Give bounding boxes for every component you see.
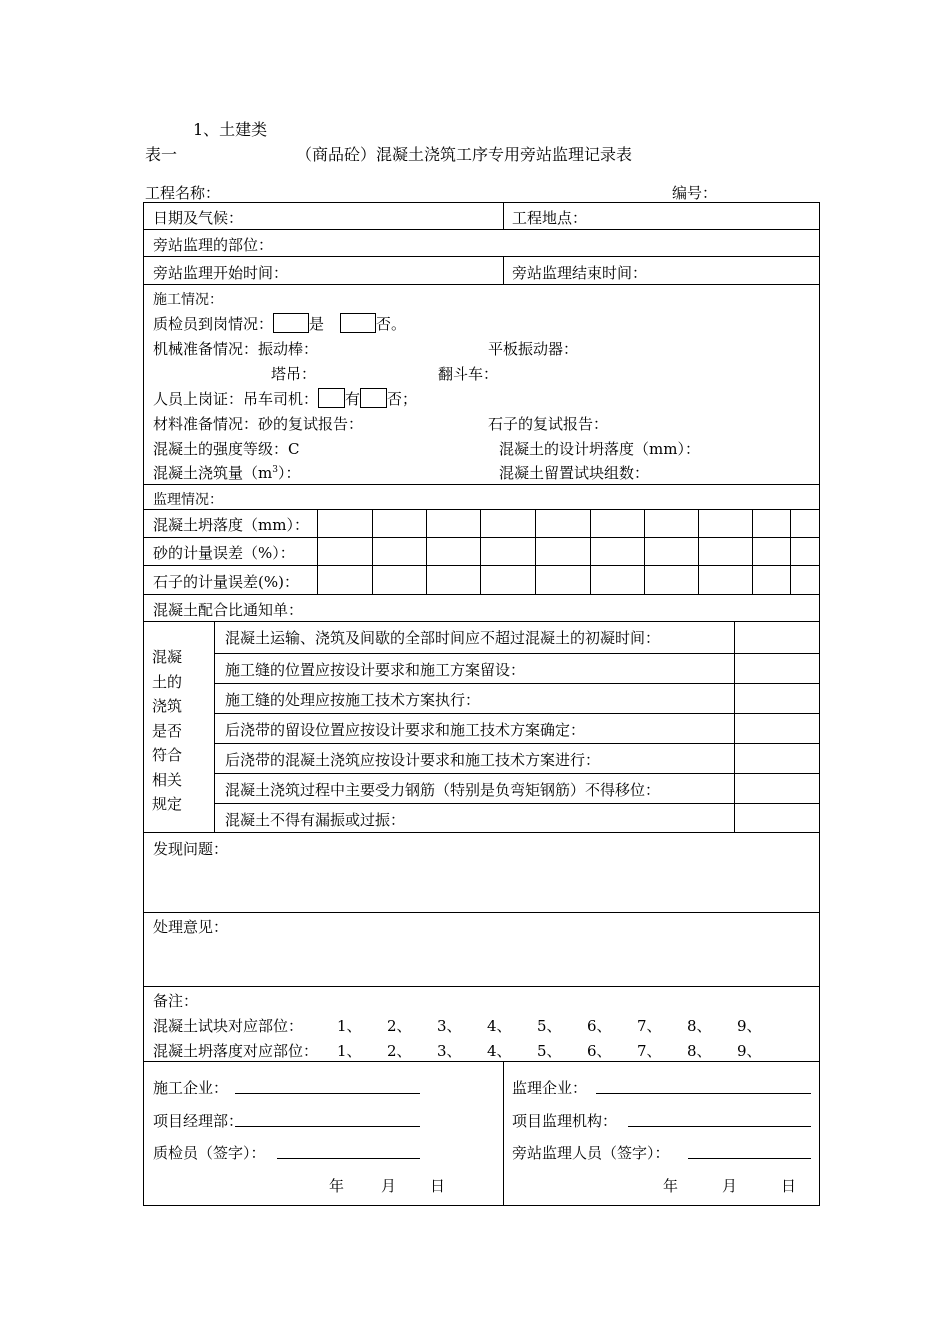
not-label: 否； [387, 390, 418, 408]
day-label: 日 [781, 1177, 797, 1195]
design-slump-label: 混凝土的设计坍落度（mm）： [499, 440, 700, 458]
compliance-label: 混凝 土的 浇筑 是否 符合 相关 规定 [152, 648, 183, 813]
qc-label: 质检员（签字）： [153, 1144, 266, 1162]
year-label: 年 [663, 1177, 679, 1195]
pm-dept-label: 项目经理部： [153, 1112, 244, 1130]
specimen-num: 6、 [587, 1017, 612, 1035]
slump-num: 3、 [437, 1042, 462, 1060]
material-label: 材料准备情况：砂的复试报告： [153, 415, 364, 433]
qc-signature-line[interactable] [277, 1158, 420, 1159]
month-label: 月 [381, 1177, 397, 1195]
no-label: 否。 [376, 315, 407, 333]
project-name-label: 工程名称： [145, 184, 221, 202]
personnel-label: 人员上岗证：吊车司机： [153, 390, 319, 408]
section-heading: 1、土建类 [193, 120, 268, 139]
yes-label: 是 [309, 315, 325, 333]
inspector-row [153, 313, 406, 334]
no-checkbox[interactable] [340, 313, 376, 333]
supervision-heading: 监理情况： [153, 492, 223, 508]
stone-report-label: 石子的复试报告： [488, 415, 609, 433]
compliance-item: 施工缝的处理应按施工技术方案执行： [225, 691, 481, 709]
sup-person-label: 旁站监理人员（签字）： [512, 1144, 670, 1162]
day-label: 日 [430, 1177, 446, 1195]
specimen-num: 2、 [387, 1017, 412, 1035]
contractor-line[interactable] [235, 1093, 420, 1094]
slump-parts-label: 混凝土坍落度对应部位： [153, 1042, 319, 1060]
inspector-label: 质检员到岗情况： [153, 315, 274, 333]
specimen-num: 8、 [687, 1017, 712, 1035]
slump-num: 4、 [487, 1042, 512, 1060]
number-label: 编号： [672, 184, 718, 202]
page-title: （商品砼）混凝土浇筑工序专用旁站监理记录表 [296, 145, 633, 164]
strength-label: 混凝土的强度等级：C [153, 440, 300, 458]
yes-checkbox[interactable] [273, 313, 309, 333]
specimen-num: 5、 [537, 1017, 562, 1035]
slump-num: 1、 [337, 1042, 362, 1060]
specimen-parts-label: 混凝土试块对应部位： [153, 1017, 304, 1035]
specimen-groups-label: 混凝土留置试块组数： [499, 464, 650, 482]
slump-num: 9、 [737, 1042, 762, 1060]
specimen-num: 9、 [737, 1017, 762, 1035]
sup-org-label: 项目监理机构： [512, 1112, 618, 1130]
slump-num: 2、 [387, 1042, 412, 1060]
year-label: 年 [329, 1177, 345, 1195]
slump-num: 5、 [537, 1042, 562, 1060]
slump-num: 7、 [637, 1042, 662, 1060]
supervision-part-label: 旁站监理的部位： [153, 236, 274, 254]
compliance-item: 后浇带的留设位置应按设计要求和施工技术方案确定： [225, 721, 586, 739]
tower-crane-label: 塔吊： [271, 365, 317, 383]
have-checkbox[interactable] [318, 388, 345, 408]
compliance-item: 施工缝的位置应按设计要求和施工方案留设： [225, 661, 526, 679]
sand-error-label: 砂的计量误差（%）： [153, 544, 295, 562]
remarks-heading: 备注： [153, 992, 199, 1010]
slump-num: 6、 [587, 1042, 612, 1060]
specimen-num: 4、 [487, 1017, 512, 1035]
supervisor-line[interactable] [596, 1093, 811, 1094]
sup-person-signature-line[interactable] [688, 1158, 811, 1159]
compliance-item: 混凝土不得有漏振或过振： [225, 811, 406, 829]
problems-label: 发现问题： [153, 840, 229, 858]
have-label: 有 [345, 390, 361, 408]
compliance-item: 后浇带的混凝土浇筑应按设计要求和施工技术方案进行： [225, 751, 601, 769]
compliance-item: 混凝土运输、浇筑及间歇的全部时间应不超过混凝土的初凝时间： [225, 629, 661, 647]
opinion-label: 处理意见： [153, 918, 229, 936]
pm-dept-line[interactable] [235, 1126, 420, 1127]
table-number: 表一 [145, 145, 178, 164]
dumper-label: 翻斗车： [438, 365, 499, 383]
month-label: 月 [722, 1177, 738, 1195]
construction-heading: 施工情况： [153, 292, 223, 308]
machine-label: 机械准备情况：振动棒： [153, 340, 319, 358]
plate-vibrator-label: 平板振动器： [488, 340, 579, 358]
contractor-label: 施工企业： [153, 1079, 229, 1097]
mix-notice-label: 混凝土配合比通知单： [153, 601, 304, 619]
end-time-label: 旁站监理结束时间： [512, 264, 648, 282]
not-checkbox[interactable] [360, 388, 387, 408]
stone-error-label: 石子的计量误差(%)： [153, 573, 299, 591]
location-label: 工程地点： [512, 209, 588, 227]
volume-label: 混凝土浇筑量$(m^3)$： [153, 464, 301, 482]
sup-org-line[interactable] [628, 1126, 811, 1127]
specimen-num: 1、 [337, 1017, 362, 1035]
personnel-row [153, 388, 417, 409]
slump-num: 8、 [687, 1042, 712, 1060]
compliance-item: 混凝土浇筑过程中主要受力钢筋（特别是负弯矩钢筋）不得移位： [225, 781, 661, 799]
slump-label: 混凝土坍落度（mm）： [153, 516, 309, 534]
specimen-num: 7、 [637, 1017, 662, 1035]
date-weather-label: 日期及气候： [153, 209, 244, 227]
supervisor-label: 监理企业： [512, 1079, 588, 1097]
start-time-label: 旁站监理开始时间： [153, 264, 289, 282]
specimen-num: 3、 [437, 1017, 462, 1035]
